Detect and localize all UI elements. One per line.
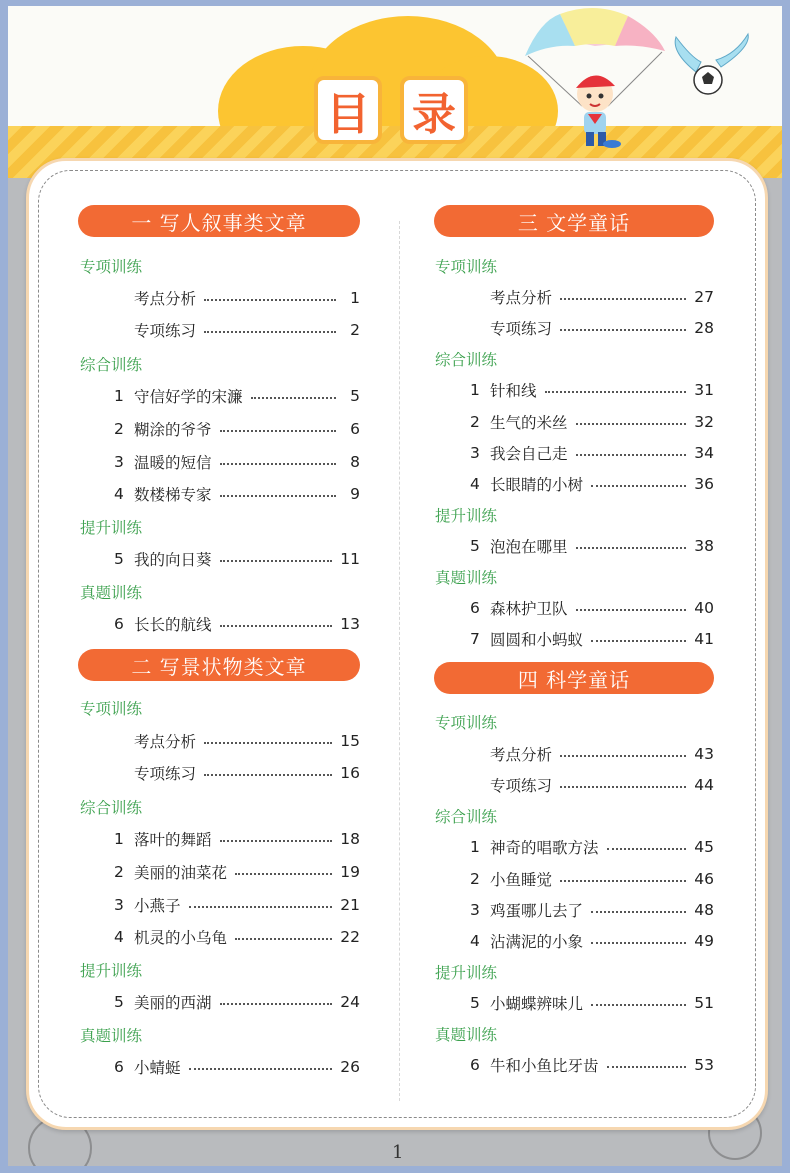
entry-page: 8 [350, 453, 360, 471]
entry-title: 落叶的舞蹈 [134, 831, 212, 849]
entry-title: 我的向日葵 [134, 551, 212, 569]
toc-entry[interactable] [114, 991, 360, 1013]
toc-entry[interactable] [114, 926, 360, 948]
dot-leader [220, 495, 336, 497]
entry-title: 糊涂的爷爷 [134, 421, 212, 439]
entry-number: 4 [114, 485, 124, 503]
entry-number: 4 [470, 475, 480, 493]
dot-leader [220, 560, 333, 562]
dot-leader [560, 786, 686, 788]
entry-number: 3 [470, 444, 480, 462]
entry-number: 5 [470, 994, 480, 1012]
section-label: 综合训练 [80, 356, 143, 374]
dot-leader [591, 911, 686, 913]
entry-title: 生气的米丝 [490, 414, 568, 432]
toc-entry[interactable] [114, 894, 360, 916]
entry-title: 小燕子 [134, 897, 181, 915]
entry-number: 3 [470, 901, 480, 919]
entry-number: 6 [470, 599, 480, 617]
parachute-child-illustration [520, 6, 670, 156]
section-label: 提升训练 [435, 964, 498, 982]
entry-number: 1 [470, 381, 480, 399]
entry-title: 长眼睛的小树 [490, 476, 584, 494]
dot-leader [204, 742, 332, 744]
entry-page: 46 [694, 870, 714, 888]
entry-page: 51 [694, 994, 714, 1012]
entry-page: 21 [340, 896, 360, 914]
entry-number: 4 [114, 928, 124, 946]
toc-entry[interactable] [470, 930, 714, 952]
dot-leader [576, 547, 687, 549]
section-label: 提升训练 [80, 519, 143, 537]
entry-page: 38 [694, 537, 714, 555]
dot-leader [251, 397, 336, 399]
chapter-heading[interactable]: 四 科学童话 [434, 662, 714, 694]
toc-entry[interactable] [470, 868, 714, 890]
dot-leader [235, 873, 332, 875]
entry-title: 数楼梯专家 [134, 486, 212, 504]
dot-leader [220, 463, 336, 465]
page-number: 1 [392, 1142, 404, 1163]
entry-page: 34 [694, 444, 714, 462]
dot-leader [189, 1068, 333, 1070]
section-label: 专项训练 [80, 258, 143, 276]
toc-entry[interactable] [114, 1056, 360, 1078]
entry-page: 18 [340, 830, 360, 848]
dot-leader [220, 625, 333, 627]
section-label: 提升训练 [435, 507, 498, 525]
toc-entry[interactable] [470, 535, 714, 557]
dot-leader [220, 430, 336, 432]
toc-entry[interactable] [470, 836, 714, 858]
chapter-heading[interactable]: 三 文学童话 [434, 205, 714, 237]
entry-title: 考点分析 [490, 746, 553, 764]
entry-page: 43 [694, 745, 714, 763]
toc-entry[interactable] [114, 418, 360, 440]
entry-page: 45 [694, 838, 714, 856]
entry-title: 温暖的短信 [134, 454, 212, 472]
entry-page: 16 [340, 764, 360, 782]
toc-entry[interactable] [114, 385, 360, 407]
entry-page: 48 [694, 901, 714, 919]
toc-entry[interactable] [470, 628, 714, 650]
dot-leader [560, 298, 686, 300]
toc-entry[interactable] [114, 861, 360, 883]
entry-title: 小蜻蜓 [134, 1059, 181, 1077]
entry-title: 沾满泥的小象 [490, 933, 584, 951]
dot-leader [591, 485, 686, 487]
toc-entry[interactable] [470, 379, 714, 401]
entry-page: 26 [340, 1058, 360, 1076]
toc-panel [26, 158, 768, 1130]
entry-title: 专项练习 [134, 765, 197, 783]
entry-page: 36 [694, 475, 714, 493]
dot-leader [591, 640, 686, 642]
section-label: 真题训练 [435, 1026, 498, 1044]
entry-title: 牛和小鱼比牙齿 [490, 1057, 599, 1075]
toc-entry[interactable] [470, 992, 714, 1014]
entry-page: 49 [694, 932, 714, 950]
entry-number: 2 [114, 420, 124, 438]
entry-title: 美丽的西湖 [134, 994, 212, 1012]
section-label: 综合训练 [435, 808, 498, 826]
toc-entry[interactable] [114, 319, 360, 341]
section-label: 真题训练 [435, 569, 498, 587]
column-divider [399, 221, 400, 1101]
chapter-heading[interactable]: 二 写景状物类文章 [78, 649, 360, 681]
toc-entry[interactable] [114, 613, 360, 635]
entry-page: 13 [340, 615, 360, 633]
dot-leader [576, 609, 687, 611]
toc-entry[interactable] [114, 483, 360, 505]
toc-entry[interactable] [114, 762, 360, 784]
entry-title: 守信好学的宋濂 [134, 388, 243, 406]
dot-leader [204, 299, 336, 301]
dot-leader [591, 1004, 686, 1006]
section-label: 提升训练 [80, 962, 143, 980]
section-label: 综合训练 [80, 799, 143, 817]
dot-leader [560, 880, 686, 882]
dot-leader [560, 755, 686, 757]
entry-page: 5 [350, 387, 360, 405]
dot-leader [607, 848, 687, 850]
entry-page: 44 [694, 776, 714, 794]
entry-page: 2 [350, 321, 360, 339]
toc-entry[interactable] [114, 828, 360, 850]
entry-title: 我会自己走 [490, 445, 568, 463]
title-char-1: 目 [314, 76, 382, 144]
entry-title: 专项练习 [134, 322, 197, 340]
entry-title: 专项练习 [490, 777, 553, 795]
toc-entry[interactable] [470, 473, 714, 495]
entry-page: 53 [694, 1056, 714, 1074]
entry-page: 15 [340, 732, 360, 750]
entry-number: 5 [470, 537, 480, 555]
toc-entry[interactable] [470, 597, 714, 619]
toc-entry[interactable] [114, 548, 360, 570]
entry-page: 27 [694, 288, 714, 306]
dot-leader [220, 840, 333, 842]
entry-title: 森林护卫队 [490, 600, 568, 618]
entry-number: 5 [114, 550, 124, 568]
dot-leader [220, 1003, 333, 1005]
entry-number: 1 [114, 387, 124, 405]
entry-number: 6 [470, 1056, 480, 1074]
entry-page: 22 [340, 928, 360, 946]
toc-entry[interactable] [114, 730, 360, 752]
toc-entry[interactable] [114, 451, 360, 473]
entry-number: 2 [470, 870, 480, 888]
section-label: 综合训练 [435, 351, 498, 369]
toc-entry[interactable] [470, 317, 714, 339]
dot-leader [576, 423, 687, 425]
entry-page: 41 [694, 630, 714, 648]
entry-page: 24 [340, 993, 360, 1011]
entry-title: 美丽的油菜花 [134, 864, 228, 882]
toc-entry[interactable] [470, 743, 714, 765]
section-label: 专项训练 [435, 714, 498, 732]
book-page [8, 6, 782, 1166]
entry-title: 圆圆和小蚂蚁 [490, 631, 584, 649]
entry-number: 6 [114, 615, 124, 633]
entry-title: 机灵的小乌龟 [134, 929, 228, 947]
entry-page: 28 [694, 319, 714, 337]
entry-title: 考点分析 [134, 733, 197, 751]
entry-page: 9 [350, 485, 360, 503]
dot-leader [204, 331, 336, 333]
entry-page: 6 [350, 420, 360, 438]
entry-page: 11 [340, 550, 360, 568]
dot-leader [560, 329, 686, 331]
entry-title: 针和线 [490, 382, 537, 400]
dot-leader [204, 774, 332, 776]
winged-ball-illustration [666, 32, 756, 102]
chapter-heading[interactable]: 一 写人叙事类文章 [78, 205, 360, 237]
title-char-2: 录 [400, 76, 468, 144]
dot-leader [235, 938, 332, 940]
entry-title: 长长的航线 [134, 616, 212, 634]
entry-page: 40 [694, 599, 714, 617]
section-label: 专项训练 [80, 700, 143, 718]
entry-title: 小蝴蝶辨味儿 [490, 995, 584, 1013]
entry-number: 2 [114, 863, 124, 881]
entry-title: 神奇的唱歌方法 [490, 839, 599, 857]
dot-leader [189, 906, 333, 908]
section-label: 真题训练 [80, 584, 143, 602]
entry-title: 考点分析 [490, 289, 553, 307]
entry-page: 1 [350, 289, 360, 307]
toc-entry[interactable] [470, 774, 714, 796]
entry-number: 4 [470, 932, 480, 950]
entry-number: 3 [114, 896, 124, 914]
toc-entry[interactable] [470, 411, 714, 433]
toc-entry[interactable] [470, 286, 714, 308]
section-label: 真题训练 [80, 1027, 143, 1045]
entry-title: 专项练习 [490, 320, 553, 338]
entry-number: 1 [470, 838, 480, 856]
entry-number: 5 [114, 993, 124, 1011]
toc-entry[interactable] [470, 899, 714, 921]
entry-page: 32 [694, 413, 714, 431]
entry-number: 3 [114, 453, 124, 471]
entry-number: 1 [114, 830, 124, 848]
dot-leader [607, 1066, 687, 1068]
dot-leader [576, 454, 687, 456]
entry-title: 泡泡在哪里 [490, 538, 568, 556]
dot-leader [591, 942, 686, 944]
toc-entry[interactable] [470, 442, 714, 464]
entry-page: 31 [694, 381, 714, 399]
toc-entry[interactable] [470, 1054, 714, 1076]
entry-number: 7 [470, 630, 480, 648]
dot-leader [545, 391, 687, 393]
entry-title: 小鱼睡觉 [490, 871, 553, 889]
entry-page: 19 [340, 863, 360, 881]
entry-title: 鸡蛋哪儿去了 [490, 902, 584, 920]
section-label: 专项训练 [435, 258, 498, 276]
entry-number: 2 [470, 413, 480, 431]
entry-number: 6 [114, 1058, 124, 1076]
toc-entry[interactable] [114, 287, 360, 309]
entry-title: 考点分析 [134, 290, 197, 308]
